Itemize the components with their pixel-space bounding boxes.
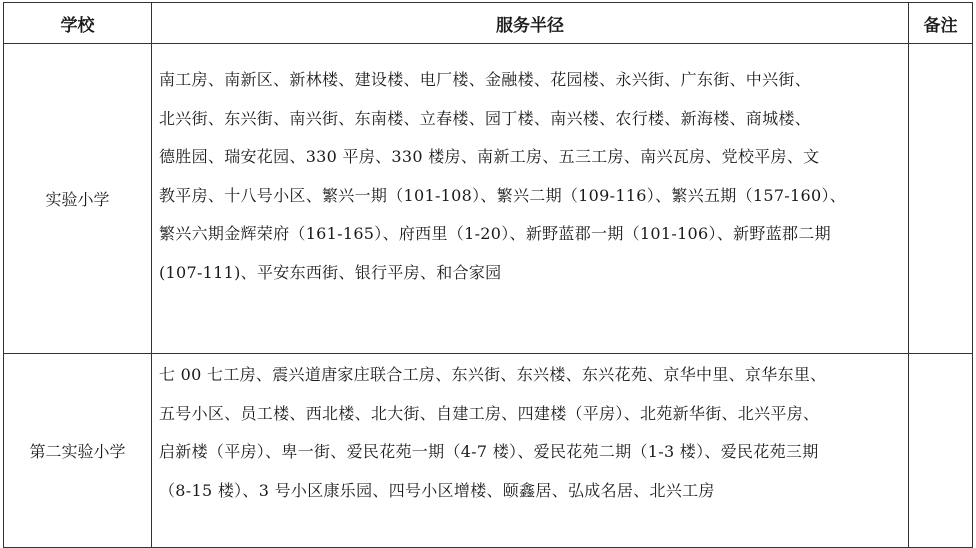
table-row	[4, 354, 973, 548]
service-area-cell	[152, 354, 909, 548]
service-area-line: 德胜园、瑞安花园、330 平房、330 楼房、南新工房、五三工房、南兴瓦房、党校平房、文	[159, 147, 820, 167]
service-area-line: 南工房、南新区、新林楼、建设楼、电厂楼、金融楼、花园楼、永兴街、广东街、中兴街、	[159, 70, 812, 89]
service-area-line: (107-111)、平安东西街、银行平房、和合家园	[159, 262, 502, 282]
service-area-line: 教平房、十八号小区、繁兴一期（101-108）、繁兴二期（109-116）、繁兴五期（157-160）、	[159, 185, 847, 205]
service-radius-table	[3, 2, 973, 548]
service-area-line: 五号小区、员工楼、西北楼、北大街、自建工房、四建楼（平房）、北苑新华街、北兴平房、	[159, 403, 820, 423]
service-area-line: （8-15 楼）、3 号小区康乐园、四号小区增楼、颐鑫居、弘成名居、北兴工房	[159, 480, 715, 500]
remarks-cell	[909, 44, 973, 354]
service-area-line: 启新楼（平房）、卑一街、爱民花苑一期（4-7 楼）、爱民花苑二期（1-3 楼）、爱民花苑三期	[159, 442, 819, 462]
header-row	[4, 3, 973, 44]
school-name: 实验小学	[4, 44, 152, 354]
remarks-cell	[909, 354, 973, 548]
service-area-line: 繁兴六期金辉荣府（161-165）、府西里（1-20）、新野蓝郡一期（101-106）、新野蓝郡二期	[159, 224, 831, 244]
school-name: 第二实验小学	[4, 354, 152, 548]
service-area-cell	[152, 44, 909, 354]
service-area-line: 北兴街、东兴街、南兴街、东南楼、立春楼、园丁楼、南兴楼、农行楼、新海楼、商城楼、	[159, 108, 812, 128]
table-row	[4, 44, 973, 354]
header-remarks: 备注	[909, 3, 973, 44]
header-service-area: 服务半径	[152, 3, 909, 44]
header-school: 学校	[4, 3, 152, 44]
service-area-line: 七 00 七工房、震兴道唐家庄联合工房、东兴街、东兴楼、东兴花苑、京华中里、京华东里、	[159, 365, 827, 384]
